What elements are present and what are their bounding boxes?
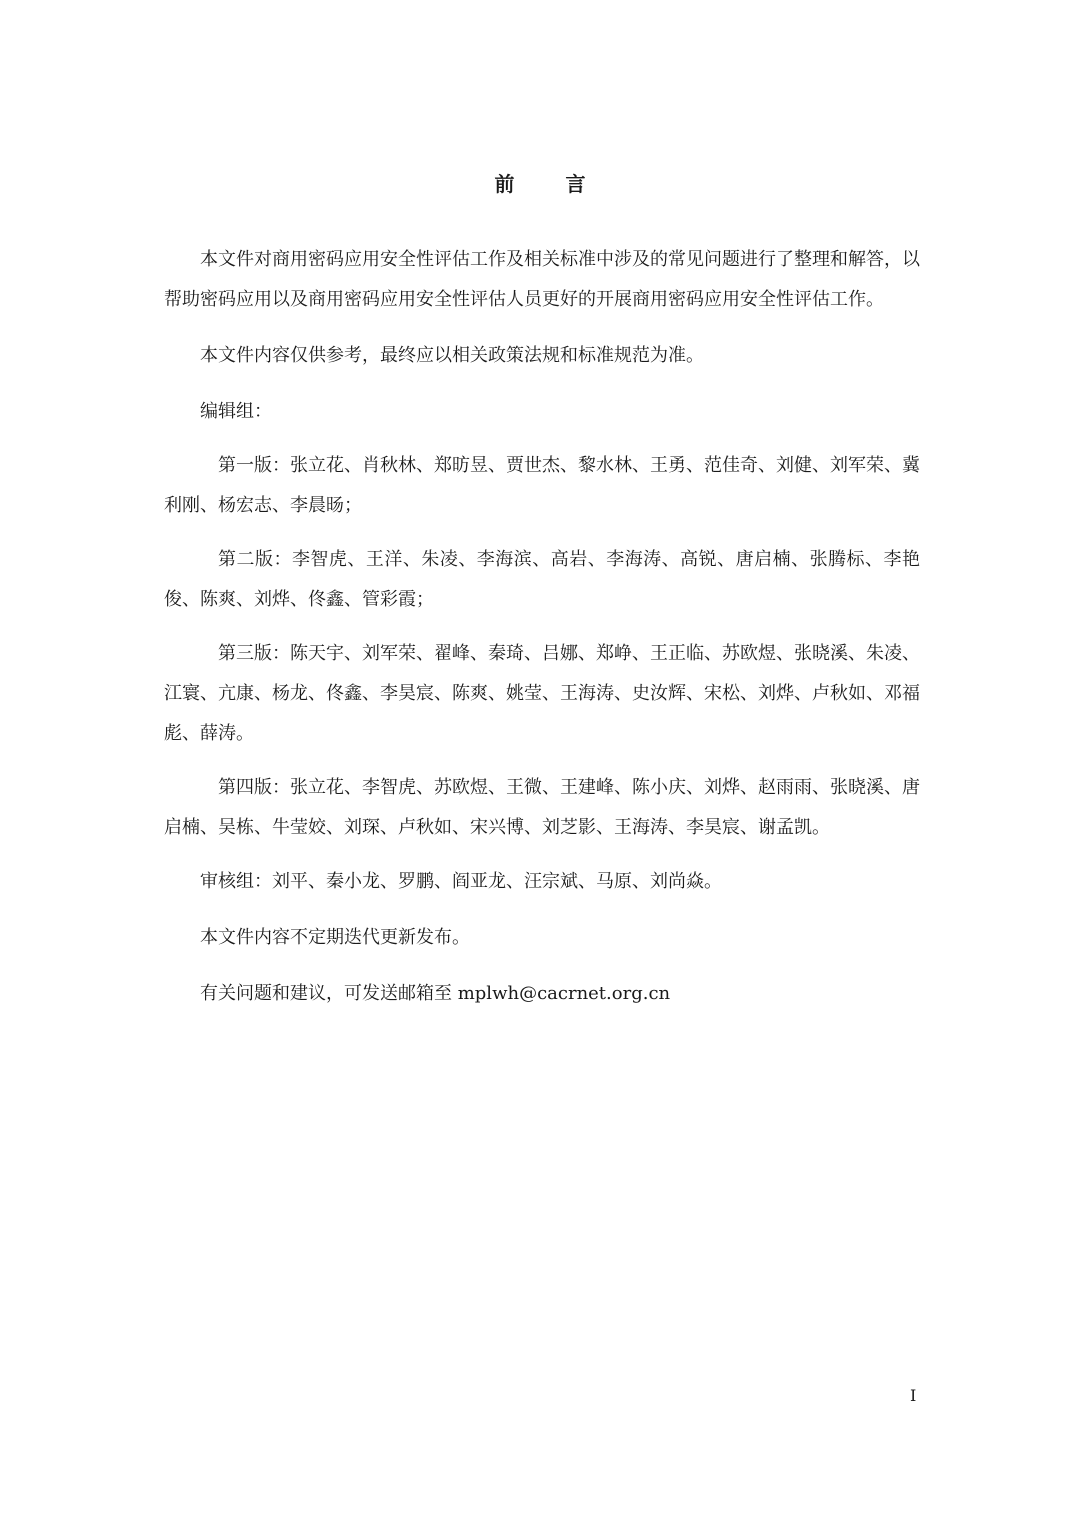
editors-heading: 编辑组： [200,401,272,422]
intro-paragraph: 本文件对商用密码应用安全性评估工作及相关标准中涉及的常见问题进行了整理和解答，以帮助密码应用以及商用密码应用安全性评估人员更好的开展商用密码应用安全性评估工作。 [164,249,920,310]
page-number: I [910,1386,917,1405]
page-title: 前 言 [494,172,608,196]
reviewers-paragraph: 审核组：刘平、秦小龙、罗鹏、阎亚龙、汪宗斌、马原、刘尚焱。 [200,871,722,892]
update-note-paragraph: 本文件内容不定期迭代更新发布。 [200,927,470,948]
editors-version-3: 第三版：陈天宇、刘军荣、翟峰、秦琦、吕娜、郑峥、王正临、苏欧煜、张晓溪、朱凌、江寰、亢康、杨龙、佟鑫、李昊宸、陈爽、姚莹、王海涛、史汝辉、宋松、刘烨、卢秋如、邓福彪、薛涛。 [164,643,920,744]
editors-version-4: 第四版：张立花、李智虎、苏欧煜、王微、王建峰、陈小庆、刘烨、赵雨雨、张晓溪、唐启楠、吴栋、牛莹姣、刘琛、卢秋如、宋兴博、刘芝影、王海涛、李昊宸、谢孟凯。 [164,777,920,838]
contact-paragraph: 有关问题和建议，可发送邮箱至 mplwh@cacrnet.org.cn [200,983,671,1004]
editors-version-1: 第一版：张立花、肖秋林、郑昉昱、贾世杰、黎水林、王勇、范佳奇、刘健、刘军荣、冀利刚、杨宏志、李晨旸； [164,455,920,516]
editors-version-2: 第二版：李智虎、王洋、朱凌、李海滨、高岩、李海涛、高锐、唐启楠、张腾标、李艳俊、陈爽、刘烨、佟鑫、管彩霞； [164,549,920,610]
disclaimer-paragraph: 本文件内容仅供参考，最终应以相关政策法规和标准规范为准。 [200,345,704,366]
preface-body [164,240,920,1030]
